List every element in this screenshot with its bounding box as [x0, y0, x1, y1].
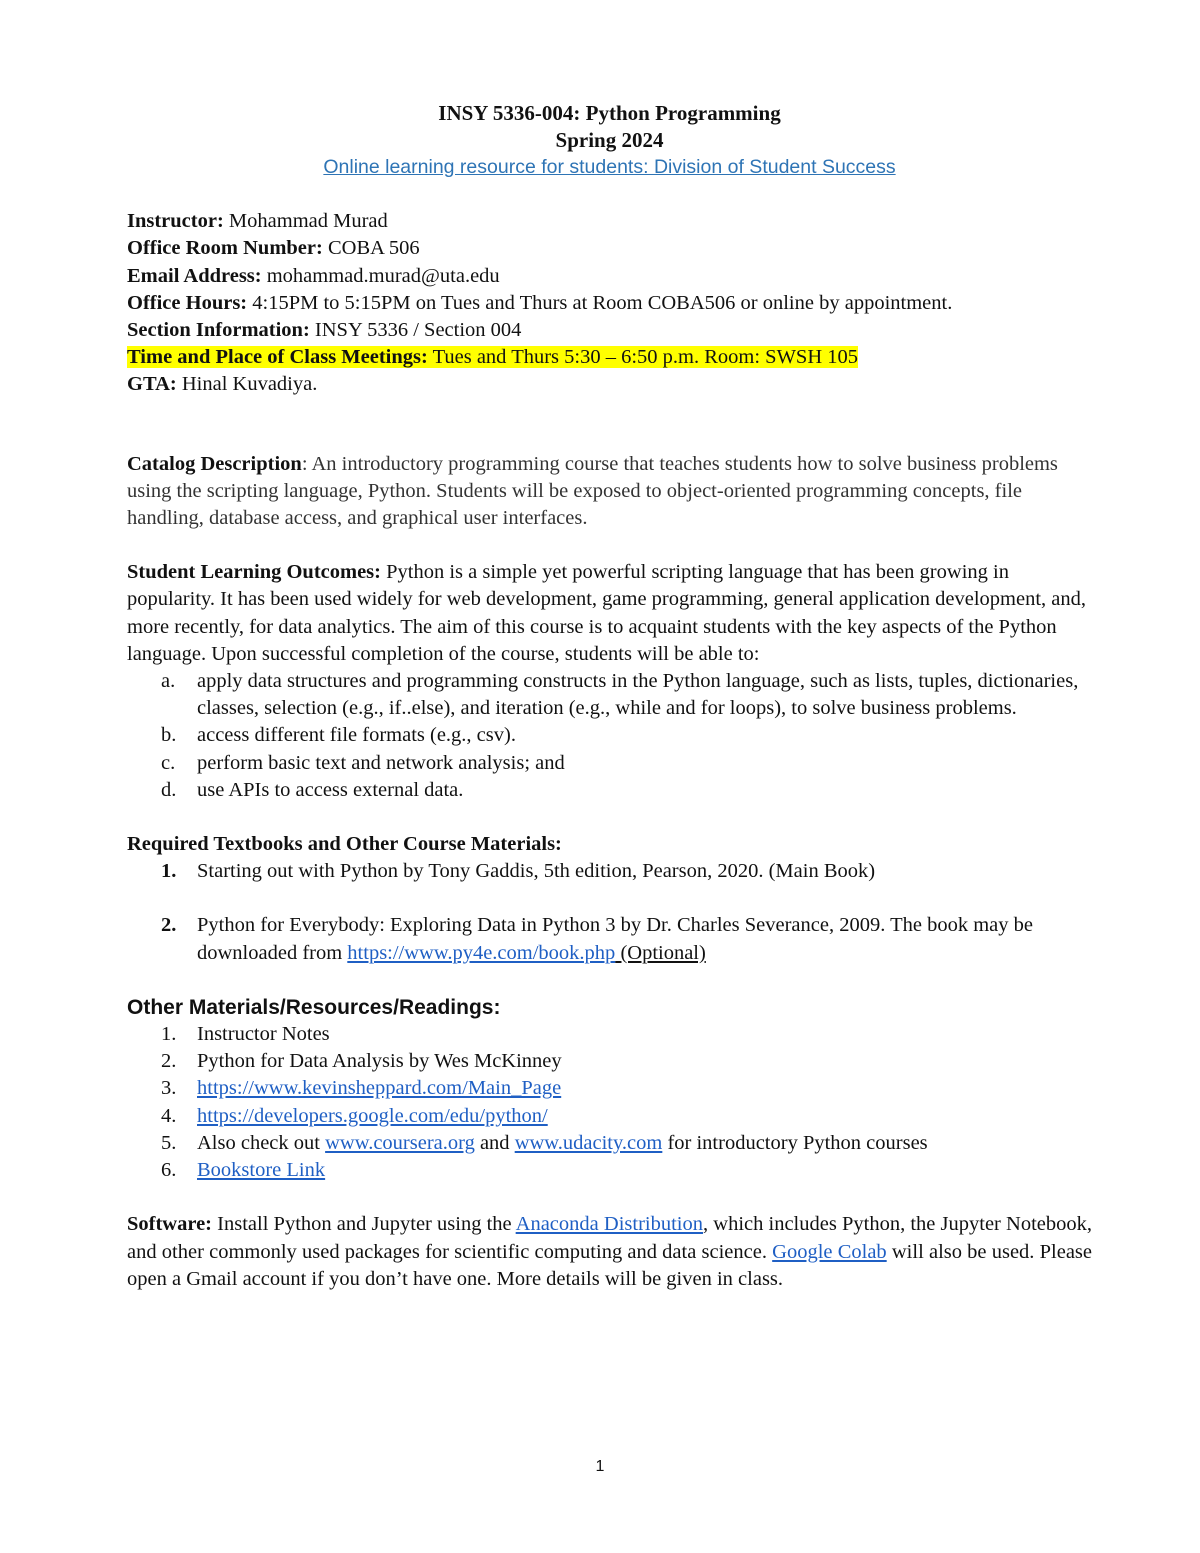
page-content — [127, 100, 1092, 1293]
office-hours-line: Office Hours: 4:15PM to 5:15PM on Tues and Thurs at Room COBA506 or online by appointment. — [127, 291, 953, 314]
list-item: b. access different file formats (e.g., csv). — [161, 724, 516, 747]
list-item: 6. Bookstore Link — [161, 1159, 326, 1182]
list-item: 1. Starting out with Python by Tony Gaddis, 5th edition, Pearson, 2020. (Main Book) — [161, 860, 876, 883]
udacity-link[interactable]: www.udacity.com — [514, 1131, 663, 1154]
other-materials-list — [127, 1021, 1092, 1184]
list-item: d. use APIs to access external data. — [161, 778, 464, 801]
textbooks-list — [127, 858, 1092, 967]
anaconda-link[interactable]: Anaconda Distribution — [515, 1213, 703, 1236]
list-item: 3. https://www.kevinsheppard.com/Main_Page — [161, 1077, 562, 1100]
page-number: 1 — [595, 1458, 605, 1475]
list-item: 4. https://developers.google.com/edu/python/ — [161, 1104, 548, 1127]
bookstore-link[interactable]: Bookstore Link — [197, 1159, 326, 1182]
instructor-line: Instructor: Mohammad Murad — [127, 210, 388, 233]
email-line: Email Address: mohammad.murad@uta.edu — [127, 264, 500, 287]
list-item: 2. Python for Everybody: Exploring Data in Python 3 by Dr. Charles Severance, 2009. The book may be downloaded from https://www.py4e.com/book.php (Optional) — [161, 914, 1033, 964]
list-item: 5. Also check out www.coursera.org and www.udacity.com for introductory Python courses — [161, 1131, 928, 1154]
student-success-link[interactable]: Online learning resource for students: Division of Student Success — [323, 156, 896, 178]
software-paragraph: Software: Install Python and Jupyter using the Anaconda Distribution, which includes Python, the Jupyter Notebook, and other commonly used packages for scientific computing and data science. Google Colab will also be used. Please open a Gmail account if you don’t have one. More details will be given in class. — [127, 1213, 1092, 1290]
section-line: Section Information: INSY 5336 / Section 004 — [127, 319, 522, 342]
textbooks-heading: Required Textbooks and Other Course Materials: — [127, 833, 562, 856]
other-materials-heading: Other Materials/Resources/Readings: — [127, 995, 501, 1019]
list-item: a. apply data structures and programming constructs in the Python language, such as lists, tuples, dictionaries, classes, selection (e.g., if..else), and iteration (e.g., while and for loops), to solve business problems. — [161, 670, 1079, 720]
coursera-link[interactable]: www.coursera.org — [325, 1131, 475, 1154]
spacer — [127, 885, 1092, 912]
google-colab-link[interactable]: Google Colab — [772, 1240, 887, 1263]
catalog-description: Catalog Description: An introductory programming course that teaches students how to solve business problems using the scripting language, Python. Students will be exposed to object-oriented programming concepts, file handling, database access, and graphical user interfaces. — [127, 452, 1058, 530]
office-room-line: Office Room Number: COBA 506 — [127, 237, 420, 260]
course-title: INSY 5336-004: Python Programming — [438, 101, 781, 125]
list-item: 2. Python for Data Analysis by Wes McKinney — [161, 1050, 562, 1073]
py4e-link[interactable]: https://www.py4e.com/book.php — [347, 941, 616, 964]
gta-line: GTA: Hinal Kuvadiya. — [127, 373, 318, 396]
list-item: c. perform basic text and network analysis; and — [161, 751, 565, 774]
course-term: Spring 2024 — [555, 128, 664, 152]
outcomes-list — [127, 668, 1092, 804]
google-python-link[interactable]: https://developers.google.com/edu/python/ — [197, 1104, 548, 1127]
kevinsheppard-link[interactable]: https://www.kevinsheppard.com/Main_Page — [197, 1077, 562, 1100]
learning-outcomes: Student Learning Outcomes: Python is a simple yet powerful scripting language that has been growing in popularity. It has been used widely for web development, game programming, general application development, and, more recently, for data analytics. The aim of this course is to acquaint students with the key aspects of the Python language. Upon successful completion of the course, students will be able to: — [127, 561, 1087, 665]
list-item: 1. Instructor Notes — [161, 1023, 330, 1046]
class-meetings-line: Time and Place of Class Meetings: Tues and Thurs 5:30 – 6:50 p.m. Room: SWSH 105 — [127, 346, 858, 369]
